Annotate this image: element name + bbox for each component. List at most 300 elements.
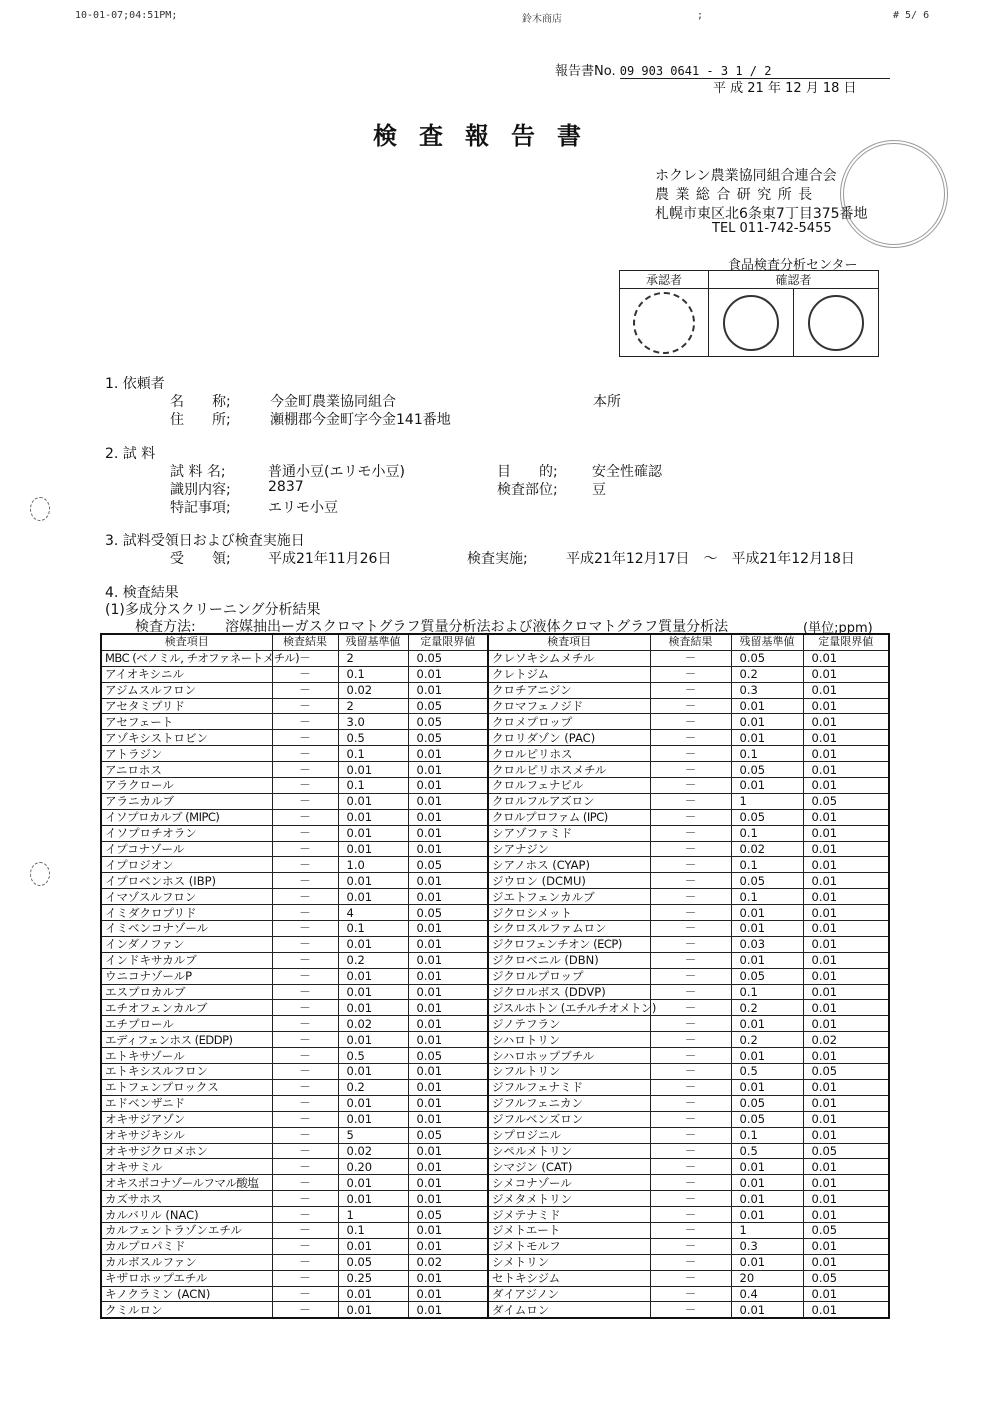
cell-result-left: － [272, 984, 338, 1000]
cell-loq-right: 0.01 [803, 873, 889, 889]
cell-loq-left: 0.01 [408, 793, 488, 809]
fax-page: # 5/ 6 [893, 10, 930, 21]
fax-sender: 鈴木商店 [522, 14, 562, 25]
cell-loq-right: 0.01 [803, 952, 889, 968]
table-row [101, 841, 889, 857]
cell-mrl-left: 0.01 [338, 841, 408, 857]
table-row [101, 698, 889, 714]
cell-item-left: インドキサカルブ [101, 952, 272, 968]
cell-mrl-left: 0.20 [338, 1159, 408, 1175]
cell-mrl-left: 0.5 [338, 1048, 408, 1064]
cell-loq-right: 0.01 [803, 825, 889, 841]
cell-result-right: － [650, 809, 731, 825]
cell-loq-left: 0.05 [408, 857, 488, 873]
cell-mrl-left: 0.01 [338, 793, 408, 809]
cell-mrl-right: 0.01 [731, 1016, 803, 1032]
cell-item-left: エチオフェンカルブ [101, 1000, 272, 1016]
cell-item-right: シハロホップブチル [488, 1048, 650, 1064]
cell-result-right: － [650, 1222, 731, 1238]
cell-loq-right: 0.01 [803, 905, 889, 921]
s1-name-label: 名 称; [170, 394, 231, 410]
table-row [101, 889, 889, 905]
cell-loq-right: 0.01 [803, 1016, 889, 1032]
cell-mrl-left: 0.2 [338, 1079, 408, 1095]
issuer-tel: TEL 011-742-5455 [712, 221, 832, 236]
cell-result-right: － [650, 1191, 731, 1207]
cell-mrl-right: 0.03 [731, 936, 803, 952]
cell-result-right: － [650, 666, 731, 682]
cell-mrl-right: 0.1 [731, 1127, 803, 1143]
cell-loq-left: 0.01 [408, 1270, 488, 1286]
cell-item-left: エディフェンホス (EDDP) [101, 1032, 272, 1048]
cell-result-left: － [272, 841, 338, 857]
cell-loq-right: 0.01 [803, 841, 889, 857]
cell-mrl-left: 0.1 [338, 746, 408, 762]
s3-received-value: 平成21年11月26日 [268, 551, 392, 567]
cell-result-left: － [272, 778, 338, 794]
table-row [101, 762, 889, 778]
cell-item-right: ジクロベニル (DBN) [488, 952, 650, 968]
cell-mrl-right: 0.01 [731, 1191, 803, 1207]
cell-result-left: － [272, 698, 338, 714]
cell-result-left: － [272, 746, 338, 762]
cell-item-left: アセタミプリド [101, 698, 272, 714]
method-label: 検査方法: [135, 619, 196, 635]
cell-mrl-right: 0.01 [731, 921, 803, 937]
method-value: 溶媒抽出ーガスクロマトグラフ質量分析法および液体クロマトグラフ質量分析法 [225, 619, 729, 635]
cell-item-left: キザロホップエチル [101, 1270, 272, 1286]
cell-mrl-left: 0.02 [338, 682, 408, 698]
cell-mrl-left: 0.01 [338, 1302, 408, 1318]
cell-item-right: クロチアニジン [488, 682, 650, 698]
table-row [101, 1111, 889, 1127]
fax-timestamp: 10-01-07;04:51PM; [75, 10, 178, 21]
cell-loq-left: 0.01 [408, 1191, 488, 1207]
cell-item-right: シハロトリン [488, 1032, 650, 1048]
cell-mrl-right: 0.05 [731, 650, 803, 666]
cell-loq-left: 0.05 [408, 1207, 488, 1223]
col-header-result-1: 検査結果 [272, 634, 338, 650]
cell-result-left: － [272, 1254, 338, 1270]
table-row [101, 857, 889, 873]
cell-mrl-right: 0.05 [731, 1095, 803, 1111]
cell-item-left: イプコナゾール [101, 841, 272, 857]
cell-item-right: ダイアジノン [488, 1286, 650, 1302]
s2-sample-value: 普通小豆(エリモ小豆) [268, 464, 405, 480]
cell-item-left: イソプロカルブ (MIPC) [101, 809, 272, 825]
cell-loq-left: 0.01 [408, 1286, 488, 1302]
table-row [101, 1032, 889, 1048]
cell-item-left: オキサミル [101, 1159, 272, 1175]
cell-item-left: オキスポコナゾールフマル酸塩 [101, 1175, 272, 1191]
cell-loq-right: 0.01 [803, 1000, 889, 1016]
cell-mrl-left: 0.01 [338, 984, 408, 1000]
table-row [101, 968, 889, 984]
cell-mrl-left: 2 [338, 698, 408, 714]
cell-result-left: － [272, 1302, 338, 1318]
table-row [101, 1048, 889, 1064]
cell-loq-left: 0.01 [408, 1032, 488, 1048]
cell-item-left: オキサジクロメホン [101, 1143, 272, 1159]
cell-loq-right: 0.01 [803, 1254, 889, 1270]
cell-result-right: － [650, 1175, 731, 1191]
cell-mrl-left: 3.0 [338, 714, 408, 730]
cell-result-right: － [650, 905, 731, 921]
cell-result-right: － [650, 984, 731, 1000]
unit-label: (単位;ppm) [803, 621, 873, 636]
cell-mrl-right: 0.4 [731, 1286, 803, 1302]
cell-item-right: ジウロン (DCMU) [488, 873, 650, 889]
cell-mrl-left: 0.01 [338, 889, 408, 905]
cell-loq-right: 0.01 [803, 1095, 889, 1111]
cell-item-right: クロルフェナピル [488, 778, 650, 794]
cell-loq-right: 0.01 [803, 809, 889, 825]
cell-mrl-right: 0.01 [731, 1048, 803, 1064]
cell-item-left: イミダクロプリド [101, 905, 272, 921]
cell-loq-left: 0.01 [408, 841, 488, 857]
table-row [101, 1064, 889, 1080]
cell-mrl-right: 0.01 [731, 952, 803, 968]
cell-item-left: エトキサゾール [101, 1048, 272, 1064]
cell-mrl-right: 0.1 [731, 889, 803, 905]
center-name: 食品検査分析センター [728, 258, 858, 273]
cell-mrl-right: 1 [731, 1222, 803, 1238]
cell-mrl-left: 0.01 [338, 809, 408, 825]
cell-item-left: アニロホス [101, 762, 272, 778]
cell-result-right: － [650, 1238, 731, 1254]
cell-result-left: － [272, 650, 338, 666]
cell-mrl-right: 0.01 [731, 698, 803, 714]
cell-mrl-left: 0.1 [338, 778, 408, 794]
cell-item-right: ジメトエート [488, 1222, 650, 1238]
cell-mrl-right: 0.2 [731, 1000, 803, 1016]
table-row [101, 650, 889, 666]
s2-part-label: 検査部位; [497, 482, 558, 498]
cell-loq-right: 0.01 [803, 1191, 889, 1207]
cell-item-left: カルプロパミド [101, 1238, 272, 1254]
table-row [101, 1286, 889, 1302]
cell-result-left: － [272, 857, 338, 873]
cell-item-left: アゾキシストロビン [101, 730, 272, 746]
cell-mrl-right: 0.2 [731, 1032, 803, 1048]
cell-loq-right: 0.01 [803, 889, 889, 905]
cell-mrl-left: 0.1 [338, 1222, 408, 1238]
cell-item-right: シアゾファミド [488, 825, 650, 841]
cell-mrl-right: 0.01 [731, 1159, 803, 1175]
cell-mrl-right: 1 [731, 793, 803, 809]
table-row [101, 1000, 889, 1016]
cell-mrl-left: 0.01 [338, 825, 408, 841]
cell-item-left: カルボスルファン [101, 1254, 272, 1270]
cell-loq-left: 0.01 [408, 1143, 488, 1159]
cell-item-left: アイオキシニル [101, 666, 272, 682]
cell-mrl-right: 0.1 [731, 857, 803, 873]
table-row [101, 809, 889, 825]
cell-mrl-right: 0.2 [731, 666, 803, 682]
cell-item-left: キノクラミン (ACN) [101, 1286, 272, 1302]
table-row [101, 714, 889, 730]
cell-loq-left: 0.01 [408, 762, 488, 778]
cell-loq-right: 0.01 [803, 666, 889, 682]
cell-result-right: － [650, 762, 731, 778]
section1-heading: 1. 依頼者 [105, 376, 165, 392]
section2-heading: 2. 試 料 [105, 446, 156, 462]
cell-loq-left: 0.01 [408, 809, 488, 825]
cell-result-left: － [272, 762, 338, 778]
cell-item-right: クロルピリホスメチル [488, 762, 650, 778]
table-row [101, 1191, 889, 1207]
cell-item-right: ジクロシメット [488, 905, 650, 921]
cell-result-right: － [650, 1127, 731, 1143]
s2-purpose-label: 目 的; [497, 464, 558, 480]
cell-result-right: － [650, 921, 731, 937]
table-row [101, 1079, 889, 1095]
cell-mrl-left: 0.01 [338, 1175, 408, 1191]
results-table [100, 633, 890, 1319]
cell-item-left: イミベンコナゾール [101, 921, 272, 937]
s1-address-value: 瀬棚郡今金町字今金141番地 [270, 412, 451, 428]
cell-result-right: － [650, 952, 731, 968]
cell-item-right: ジフルフェナミド [488, 1079, 650, 1095]
table-row [101, 1302, 889, 1318]
cell-item-right: ジメタメトリン [488, 1191, 650, 1207]
cell-loq-left: 0.01 [408, 1222, 488, 1238]
cell-result-right: － [650, 889, 731, 905]
cell-mrl-right: 0.5 [731, 1143, 803, 1159]
cell-item-right: ジクロルボス (DDVP) [488, 984, 650, 1000]
binder-hole-top [30, 497, 50, 521]
cell-item-right: クロルプロファム (IPC) [488, 809, 650, 825]
cell-item-left: カルフェントラゾンエチル [101, 1222, 272, 1238]
table-row [101, 1095, 889, 1111]
table-row [101, 1016, 889, 1032]
table-row [101, 793, 889, 809]
table-row [101, 1127, 889, 1143]
cell-item-right: シメトリン [488, 1254, 650, 1270]
cell-result-right: － [650, 968, 731, 984]
cell-loq-right: 0.05 [803, 1222, 889, 1238]
cell-item-left: ウニコナゾールP [101, 968, 272, 984]
s3-exam-label: 検査実施; [467, 551, 528, 567]
cell-result-right: － [650, 1270, 731, 1286]
cell-item-left: アジムスルフロン [101, 682, 272, 698]
confirmer-seal-2 [808, 295, 864, 351]
cell-mrl-left: 0.1 [338, 666, 408, 682]
s1-name-branch: 本所 [593, 394, 621, 410]
table-row [101, 1175, 889, 1191]
cell-result-right: － [650, 1207, 731, 1223]
cell-loq-left: 0.01 [408, 1016, 488, 1032]
cell-loq-right: 0.01 [803, 921, 889, 937]
cell-loq-right: 0.01 [803, 714, 889, 730]
cell-loq-left: 0.05 [408, 1048, 488, 1064]
cell-item-right: シプロジニル [488, 1127, 650, 1143]
section4-heading: 4. 検査結果 [105, 585, 179, 601]
cell-mrl-left: 0.1 [338, 921, 408, 937]
cell-loq-right: 0.02 [803, 1032, 889, 1048]
col-header-mrl-2: 残留基準値 [731, 634, 803, 650]
cell-loq-left: 0.01 [408, 1095, 488, 1111]
cell-result-right: － [650, 746, 731, 762]
cell-item-left: インダノファン [101, 936, 272, 952]
binder-hole-bottom [30, 862, 50, 886]
cell-result-right: － [650, 825, 731, 841]
table-row [101, 666, 889, 682]
cell-item-left: オキサジアゾン [101, 1111, 272, 1127]
cell-loq-left: 0.01 [408, 1302, 488, 1318]
section4-sub: (1)多成分スクリーニング分析結果 [105, 602, 321, 618]
cell-result-right: － [650, 698, 731, 714]
cell-loq-right: 0.01 [803, 857, 889, 873]
cell-item-right: シペルメトリン [488, 1143, 650, 1159]
table-row [101, 778, 889, 794]
cell-result-right: － [650, 730, 731, 746]
table-row [101, 682, 889, 698]
cell-item-right: ジメトモルフ [488, 1238, 650, 1254]
cell-result-right: － [650, 714, 731, 730]
cell-loq-right: 0.01 [803, 1159, 889, 1175]
cell-item-left: アトラジン [101, 746, 272, 762]
cell-loq-right: 0.01 [803, 984, 889, 1000]
cell-result-right: － [650, 1111, 731, 1127]
cell-loq-right: 0.01 [803, 1238, 889, 1254]
cell-item-right: ジクロフェンチオン (ECP) [488, 936, 650, 952]
cell-loq-right: 0.01 [803, 1111, 889, 1127]
cell-result-left: － [272, 1222, 338, 1238]
cell-item-left: クミルロン [101, 1302, 272, 1318]
cell-mrl-left: 0.01 [338, 1238, 408, 1254]
cell-mrl-left: 0.5 [338, 730, 408, 746]
cell-loq-right: 0.01 [803, 936, 889, 952]
page-title: 検査報告書 [373, 122, 603, 150]
s2-note-value: エリモ小豆 [268, 500, 338, 516]
cell-result-right: － [650, 1064, 731, 1080]
cell-mrl-right: 0.01 [731, 730, 803, 746]
cell-mrl-right: 20 [731, 1270, 803, 1286]
cell-mrl-left: 0.2 [338, 952, 408, 968]
cell-result-left: － [272, 809, 338, 825]
cell-result-right: － [650, 1254, 731, 1270]
s2-note-label: 特記事項; [170, 500, 231, 516]
cell-loq-left: 0.01 [408, 666, 488, 682]
cell-mrl-left: 5 [338, 1127, 408, 1143]
cell-result-right: － [650, 1032, 731, 1048]
table-row [101, 984, 889, 1000]
report-number-value: 09 903 0641 - 3 1 / 2 [620, 64, 890, 79]
s3-received-label: 受 領; [170, 551, 231, 567]
cell-mrl-right: 0.1 [731, 984, 803, 1000]
cell-item-left: アラニカルブ [101, 793, 272, 809]
cell-loq-right: 0.01 [803, 682, 889, 698]
table-row [101, 905, 889, 921]
cell-mrl-left: 0.02 [338, 1016, 408, 1032]
cell-mrl-right: 0.1 [731, 746, 803, 762]
cell-result-right: － [650, 650, 731, 666]
cell-item-left: エスプロカルブ [101, 984, 272, 1000]
cell-result-left: － [272, 666, 338, 682]
cell-result-left: － [272, 714, 338, 730]
cell-item-right: ダイムロン [488, 1302, 650, 1318]
cell-mrl-left: 0.25 [338, 1270, 408, 1286]
cell-loq-right: 0.01 [803, 1175, 889, 1191]
cell-result-left: － [272, 730, 338, 746]
cell-result-right: － [650, 873, 731, 889]
cell-result-left: － [272, 682, 338, 698]
cell-loq-right: 0.01 [803, 698, 889, 714]
table-row [101, 873, 889, 889]
cell-item-right: クロルピリホス [488, 746, 650, 762]
cell-mrl-left: 0.01 [338, 873, 408, 889]
cell-item-right: ジフルフェニカン [488, 1095, 650, 1111]
confirmer-label: 確認者 [709, 271, 879, 289]
cell-result-left: － [272, 952, 338, 968]
cell-loq-right: 0.01 [803, 762, 889, 778]
cell-item-right: クレソキシムメチル [488, 650, 650, 666]
cell-mrl-right: 0.05 [731, 1111, 803, 1127]
table-row [101, 1207, 889, 1223]
cell-result-right: － [650, 1048, 731, 1064]
cell-item-left: イソプロチオラン [101, 825, 272, 841]
cell-loq-left: 0.05 [408, 698, 488, 714]
cell-result-left: － [272, 1127, 338, 1143]
confirmer-seal-1 [723, 295, 779, 351]
cell-item-right: ジエトフェンカルブ [488, 889, 650, 905]
cell-result-right: － [650, 682, 731, 698]
cell-loq-right: 0.01 [803, 730, 889, 746]
cell-result-left: － [272, 921, 338, 937]
cell-item-left: アセフェート [101, 714, 272, 730]
col-header-item-1: 検査項目 [101, 634, 272, 650]
cell-loq-left: 0.02 [408, 1254, 488, 1270]
table-row [101, 1159, 889, 1175]
confirmer-stamp-cell-1 [709, 289, 794, 357]
cell-mrl-left: 0.01 [338, 1064, 408, 1080]
cell-item-right: シフルトリン [488, 1064, 650, 1080]
cell-mrl-left: 0.01 [338, 1111, 408, 1127]
cell-mrl-right: 0.5 [731, 1064, 803, 1080]
cell-mrl-right: 0.01 [731, 905, 803, 921]
cell-item-right: クレトジム [488, 666, 650, 682]
cell-loq-left: 0.01 [408, 1159, 488, 1175]
cell-item-left: エチプロール [101, 1016, 272, 1032]
results-body [101, 650, 889, 1318]
cell-loq-right: 0.01 [803, 1207, 889, 1223]
cell-loq-left: 0.01 [408, 968, 488, 984]
cell-loq-right: 0.01 [803, 1048, 889, 1064]
s1-address-label: 住 所; [170, 412, 231, 428]
cell-item-right: ジノテフラン [488, 1016, 650, 1032]
s2-purpose-value: 安全性確認 [592, 464, 662, 480]
cell-loq-left: 0.01 [408, 936, 488, 952]
cell-result-left: － [272, 873, 338, 889]
col-header-result-2: 検査結果 [650, 634, 731, 650]
fax-separator: ; [697, 10, 704, 21]
approver-stamp-cell [620, 289, 709, 357]
cell-loq-left: 0.05 [408, 714, 488, 730]
cell-result-left: － [272, 1175, 338, 1191]
cell-loq-right: 0.05 [803, 1143, 889, 1159]
approver-seal [633, 292, 695, 354]
cell-item-right: ジクロルプロップ [488, 968, 650, 984]
s2-sample-label: 試 料 名; [170, 464, 226, 480]
table-row [101, 746, 889, 762]
cell-item-left: イプロジオン [101, 857, 272, 873]
cell-mrl-right: 0.01 [731, 778, 803, 794]
table-row [101, 1143, 889, 1159]
cell-result-left: － [272, 1207, 338, 1223]
cell-result-left: － [272, 1000, 338, 1016]
cell-result-right: － [650, 1079, 731, 1095]
